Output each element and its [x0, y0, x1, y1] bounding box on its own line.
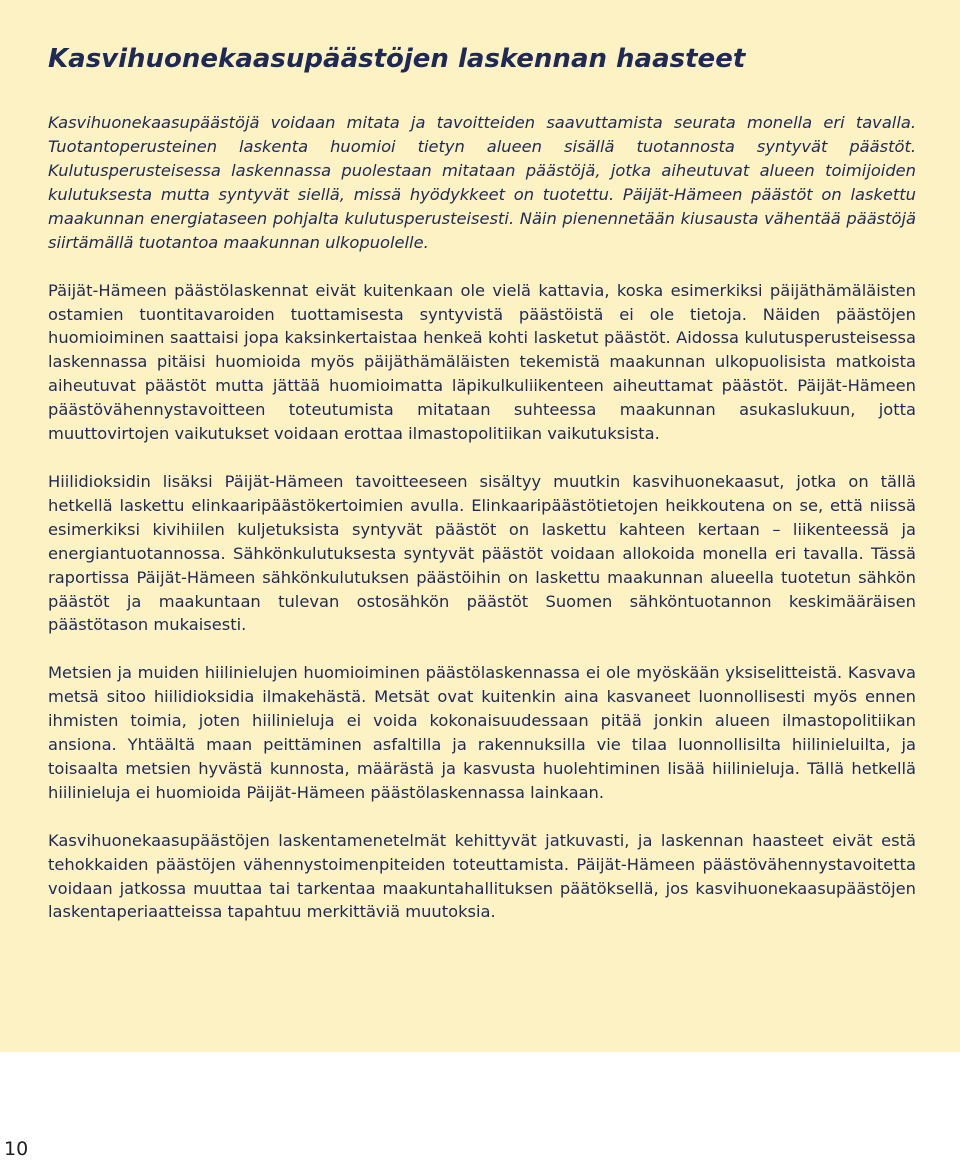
body-paragraph: Hiilidioksidin lisäksi Päijät-Hämeen tavoitteeseen sisältyy muutkin kasvihuonekaasut, jotka on tällä hetkellä laskettu elinkaaripäästökertoimien avulla. Elinkaaripäästötietojen heikkoutena on se, että niissä esimerkiksi kivihiilen kuljetuksista syntyvät päästöt on laskettu kahteen kertaan – liikenteessä ja energiantuotannossa. Sähkönkulutuksesta syntyvät päästöt voidaan allokoida monella eri tavalla. Tässä raportissa Päijät-Hämeen sähkönkulutuksen päästöihin on laskettu maakunnan alueella tuotetun sähkön päästöt ja maakuntaan tulevan ostosähkön päästöt Suomen sähköntuotannon keskimääräisen päästötason mukaisesti. [48, 471, 916, 635]
page-title: Kasvihuonekaasupäästöjen laskennan haasteet [48, 44, 746, 74]
page-number: 10 [4, 1138, 29, 1160]
body-paragraph: Päijät-Hämeen päästölaskennat eivät kuitenkaan ole vielä kattavia, koska esimerkiksi päijäthämäläisten ostamien tuontitavaroiden tuottamisesta syntyvistä päästöistä ei ole tietoja. Näiden päästöjen huomioiminen saattaisi jopa kaksinkertaistaa henkeä kohti lasketut päästöt. Aidossa kulutusperusteisessa laskennassa pitäisi huomioida myös päijäthämäläisten tekemistä maakunnan ulkopuolisista matkoista aiheutuvat päästöt mutta jättää huomioimatta läpikulkuliikenteen aiheuttamat päästöt. Päijät-Hämeen päästövähennystavoitteen toteutumista mitataan suhteessa maakunnan asukaslukuun, jotta muuttovirtojen vaikutukset voidaan erottaa ilmastopolitiikan vaikutuksista. [48, 280, 916, 444]
body-paragraph: Metsien ja muiden hiilinielujen huomioiminen päästölaskennassa ei ole myöskään yksiselitteistä. Kasvava metsä sitoo hiilidioksidia ilmakehästä. Metsät ovat kuitenkin aina kasvaneet luonnollisesti myös ennen ihmisten toimia, joten hiilinieluja ei voida kokonaisuudessaan pitää jonkin alueen ilmastopolitiikan ansiona. Yhtäältä maan peittäminen asfaltilla ja rakennuksilla vie tilaa luonnollisilta hiilinieluilta, ja toisaalta metsien hyvästä kunnosta, määrästä ja kasvusta huolehtiminen lisää hiilinieluja. Tällä hetkellä hiilinieluja ei huomioida Päijät-Hämeen päästölaskennassa lainkaan. [48, 663, 916, 802]
intro-paragraph: Kasvihuonekaasupäästöjä voidaan mitata ja tavoitteiden saavuttamista seurata monella eri tavalla. Tuotantoperusteinen laskenta huomioi tietyn alueen sisällä tuotannosta syntyvät päästöt. Kulutusperusteisessa laskennassa puolestaan mitataan päästöjä, jotka aiheutuvat alueen toimijoiden kulutuksesta mutta syntyvät siellä, missä hyödykkeet on tuotettu. Päijät-Hämeen päästöt on laskettu maakunnan energiataseen pohjalta kulutusperusteisesti. Näin pienennetään kiusausta vähentää päästöjä siirtämällä tuotantoa maakunnan ulkopuolelle. [48, 113, 916, 252]
body-paragraph: Kasvihuonekaasupäästöjen laskentamenetelmät kehittyvät jatkuvasti, ja laskennan haasteet eivät estä tehokkaiden päästöjen vähennystoimenpiteiden toteuttamista. Päijät-Hämeen päästövähennystavoitetta voidaan jatkossa muuttaa tai tarkentaa maakuntahallituksen päätöksellä, jos kasvihuonekaasupäästöjen laskentaperiaatteissa tapahtuu merkittäviä muutoksia. [48, 830, 916, 922]
